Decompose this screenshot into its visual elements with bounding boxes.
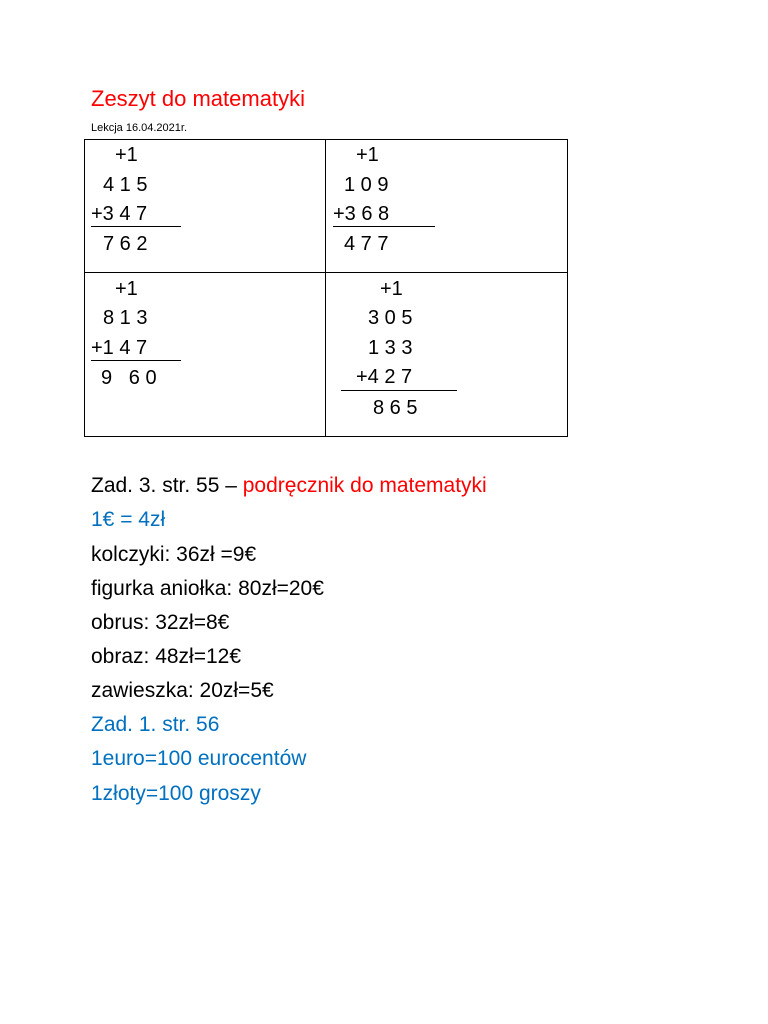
item-line: zawieszka: 20zł=5€	[91, 679, 274, 702]
sum-result: 8 6 5	[373, 397, 418, 419]
item-line: obrus: 32zł=8€	[91, 611, 230, 634]
sum-underline	[91, 226, 181, 227]
task3-source: podręcznik do matematyki	[242, 474, 487, 497]
item-line: kolczyki: 36zł =9€	[91, 543, 257, 566]
carry-mark: +1	[380, 278, 403, 300]
exchange-rate: 1€ = 4zł	[91, 508, 166, 531]
task1-heading: Zad. 1. str. 56	[91, 713, 220, 736]
sum-underline	[341, 390, 457, 391]
carry-mark: +1	[356, 144, 379, 166]
sum-result: 7 6 2	[103, 233, 148, 255]
task3-label: Zad. 3. str. 55 –	[91, 474, 243, 497]
item-line: obraz: 48zł=12€	[91, 645, 242, 668]
addend-row: 1 3 3	[368, 337, 413, 359]
addend-row: +4 2 7	[356, 366, 413, 388]
addend-row: 1 0 9	[344, 174, 389, 196]
carry-mark: +1	[115, 144, 138, 166]
sum-underline	[91, 360, 181, 361]
addend-row: 3 0 5	[368, 307, 413, 329]
sum-result: 9 6 0	[101, 367, 157, 389]
carry-mark: +1	[115, 278, 138, 300]
sum-underline	[333, 226, 435, 227]
addition-grid	[84, 139, 568, 437]
grid-divider-vertical	[325, 140, 326, 436]
addend-row: +3 6 8	[333, 203, 390, 225]
sum-result: 4 7 7	[344, 233, 389, 255]
addend-row: +3 4 7	[91, 203, 148, 225]
addend-row: +1 4 7	[91, 337, 148, 359]
euro-fact: 1euro=100 eurocentów	[91, 747, 307, 770]
addend-row: 8 1 3	[103, 307, 148, 329]
page-title: Zeszyt do matematyki	[91, 86, 305, 111]
lesson-date: Lekcja 16.04.2021r.	[91, 122, 188, 134]
item-line: figurka aniołka: 80zł=20€	[91, 577, 324, 600]
task3-heading	[91, 474, 487, 498]
zloty-fact: 1złoty=100 groszy	[91, 782, 261, 805]
addend-row: 4 1 5	[103, 174, 148, 196]
grid-divider-horizontal	[85, 272, 567, 273]
